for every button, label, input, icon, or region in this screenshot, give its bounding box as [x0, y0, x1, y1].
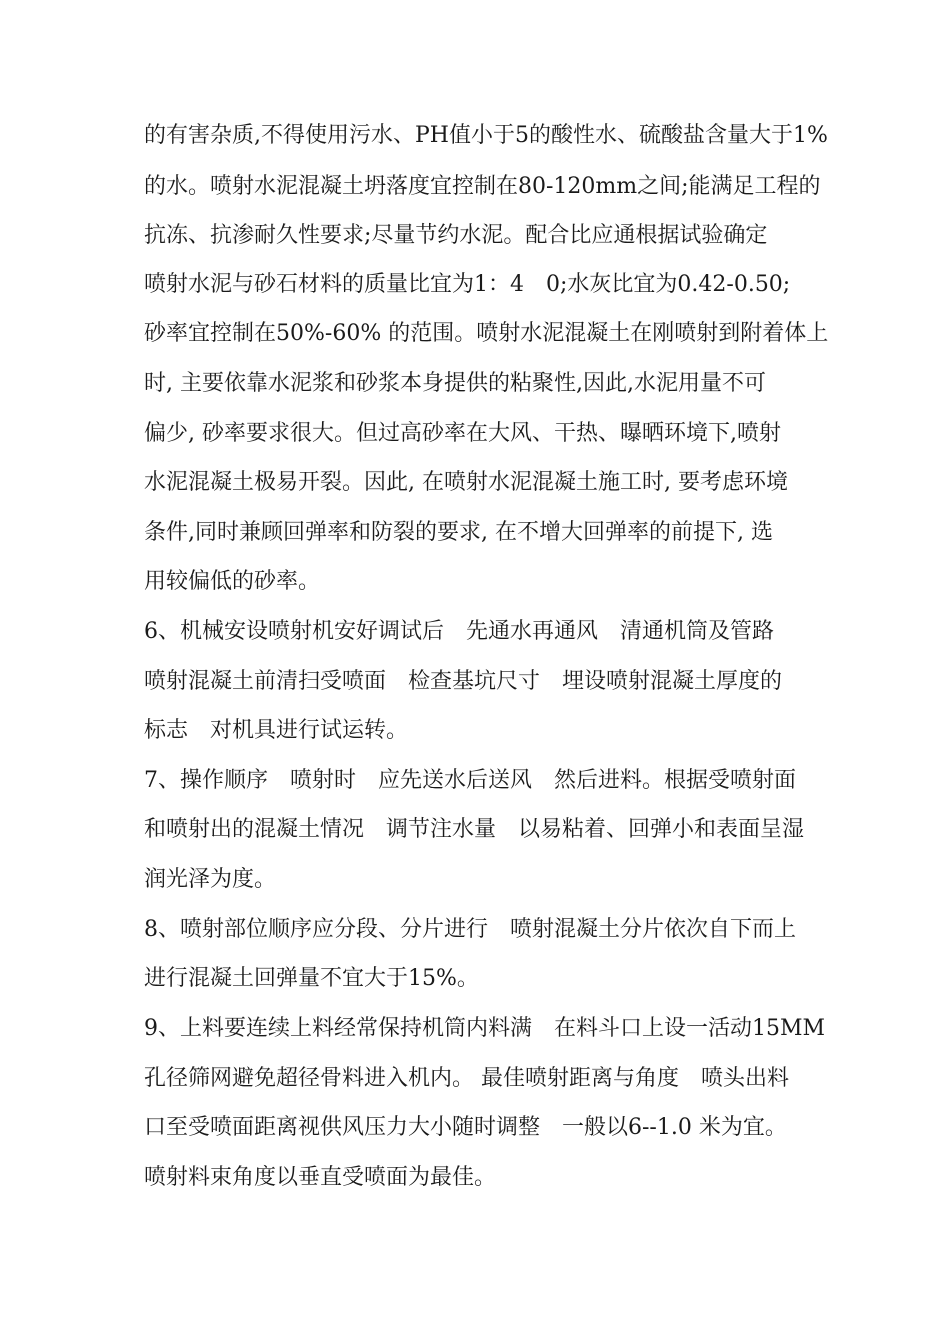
text-line: 孔径筛网避免超径骨料进入机内。 最佳喷射距离与角度 喷头出料: [144, 1066, 789, 1091]
text-line: 喷射混凝土前清扫受喷面 检查基坑尺寸 埋设喷射混凝土厚度的: [144, 669, 783, 694]
text-line: 水泥混凝土极易开裂。因此, 在喷射水泥混凝土施工时, 要考虑环境: [144, 470, 788, 495]
text-line: 标志 对机具进行试运转。: [144, 718, 409, 743]
text-line: 砂率宜控制在50%-60% 的范围。喷射水泥混凝土在刚喷射到附着体上: [144, 321, 829, 346]
text-line: 抗冻、抗渗耐久性要求;尽量节约水泥。配合比应通根据试验确定: [144, 223, 768, 248]
text-line: 和喷射出的混凝土情况 调节注水量 以易粘着、回弹小和表面呈湿: [144, 817, 805, 842]
text-line: 的水。喷射水泥混凝土坍落度宜控制在80-120mm之间;能满足工程的: [144, 174, 821, 199]
text-line: 喷射水泥与砂石材料的质量比宜为1：4 0;水灰比宜为0.42-0.50;: [144, 272, 791, 297]
text-line: 6、机械安设喷射机安好调试后 先通水再通风 清通机筒及管路: [144, 619, 774, 644]
text-line: 7、操作顺序 喷射时 应先送水后送风 然后进料。根据受喷射面: [144, 768, 796, 793]
text-line: 时, 主要依靠水泥浆和砂浆本身提供的粘聚性,因此,水泥用量不可: [144, 371, 766, 396]
text-line: 9、上料要连续上料经常保持机筒内料满 在料斗口上设一活动15MM: [144, 1016, 826, 1041]
text-line: 进行混凝土回弹量不宜大于15%。: [144, 966, 479, 991]
text-line: 用较偏低的砂率。: [144, 569, 321, 594]
text-line: 喷射料束角度以垂直受喷面为最佳。: [144, 1165, 497, 1190]
text-line: 润光泽为度。: [144, 867, 277, 892]
text-line: 的有害杂质,不得使用污水、PH值小于5的酸性水、硫酸盐含量大于1%: [144, 123, 828, 148]
text-line: 条件,同时兼顾回弹率和防裂的要求, 在不增大回弹率的前提下, 选: [144, 520, 773, 545]
text-line: 8、喷射部位顺序应分段、分片进行 喷射混凝土分片依次自下而上: [144, 917, 796, 942]
text-line: 偏少, 砂率要求很大。但过高砂率在大风、干热、曝晒环境下,喷射: [144, 421, 781, 446]
text-line: 口至受喷面距离视供风压力大小随时调整 一般以6--1.0 米为宜。: [144, 1115, 787, 1140]
